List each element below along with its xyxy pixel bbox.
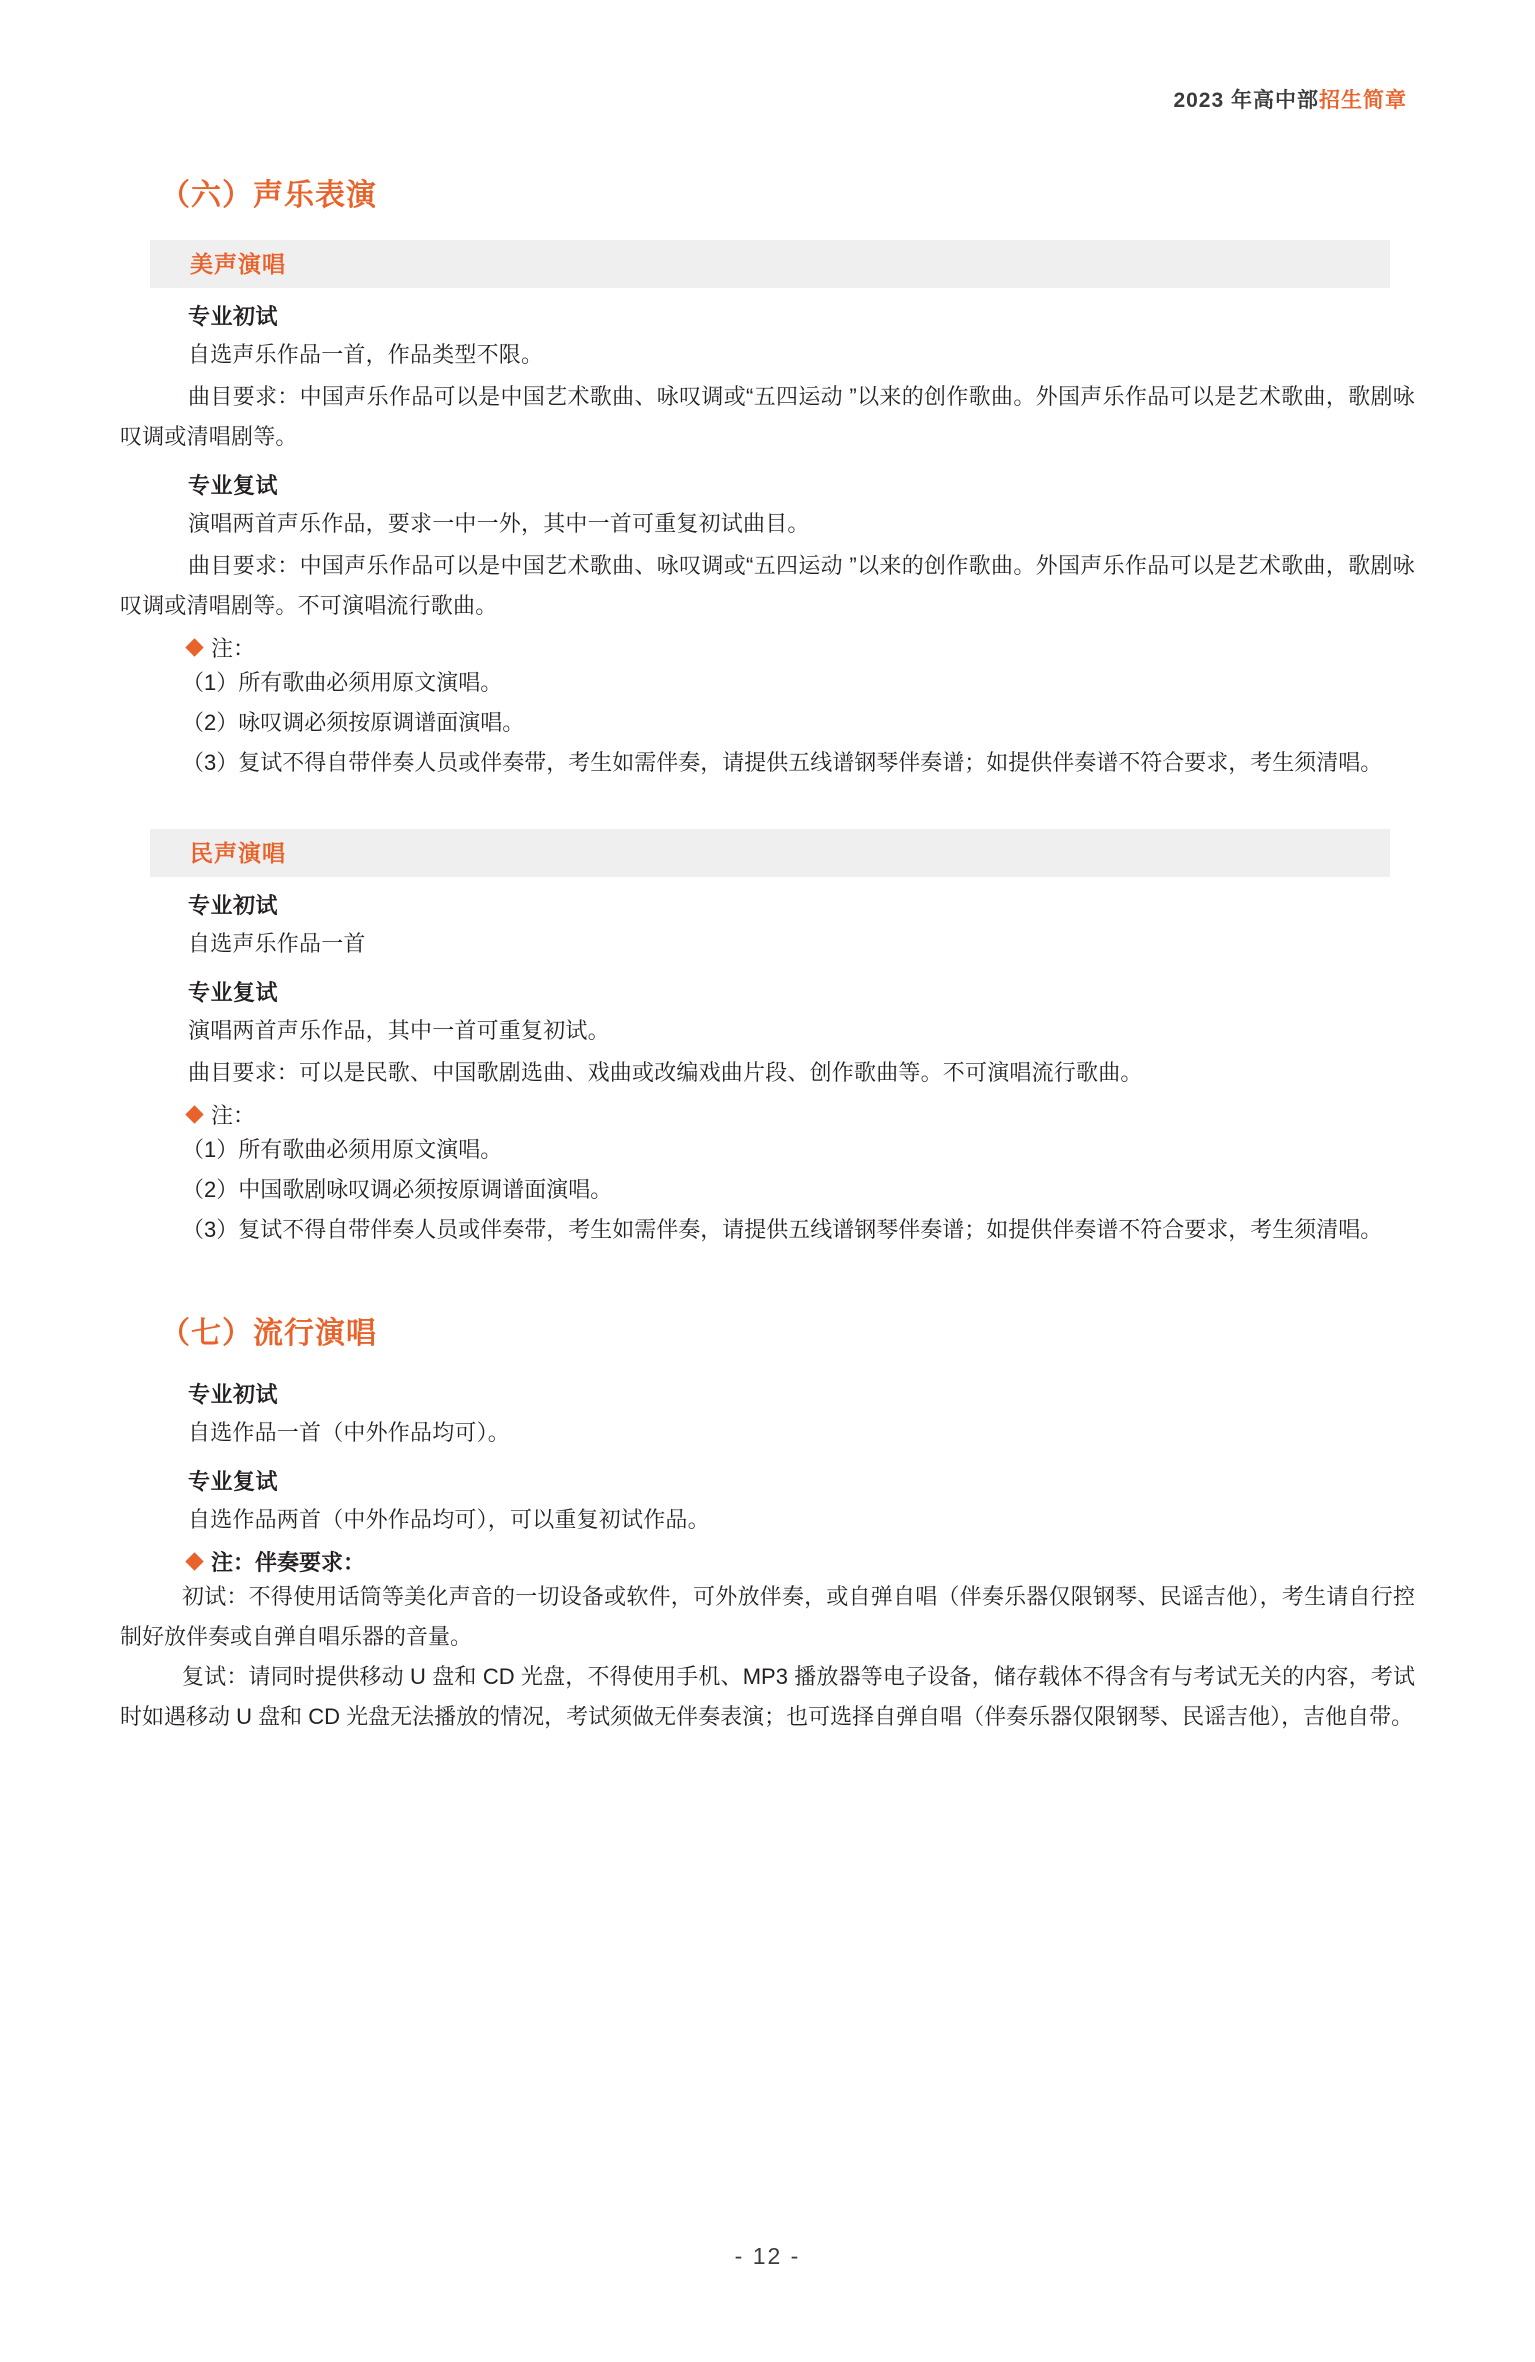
note-item: 复试：请同时提供移动 U 盘和 CD 光盘，不得使用手机、MP3 播放器等电子设备，储存载体不得含有与考试无关的内容，考试时如遇移动 U 盘和 CD 光盘无法播放的情况，考试须做无伴奏表演；也可选择自弹自唱（伴奏乐器仅限钢琴、民谣吉他），吉他自带。: [120, 1664, 1415, 1729]
diamond-bullet-icon: [185, 638, 203, 656]
heading-preliminary-exam: 专业初试: [188, 893, 279, 918]
paragraph: 自选声乐作品一首，作品类型不限。: [188, 342, 544, 367]
diamond-bullet-icon: [185, 1552, 203, 1570]
paragraph: 曲目要求：中国声乐作品可以是中国艺术歌曲、咏叹调或“五四运动 ”以来的创作歌曲。外国声乐作品可以是艺术歌曲，歌剧咏叹调或清唱剧等。: [120, 384, 1415, 449]
heading-preliminary-exam: 专业初试: [188, 304, 279, 329]
paragraph: 演唱两首声乐作品，其中一首可重复初试。: [188, 1018, 610, 1043]
section-title-pop-singing: （七）流行演唱: [160, 1317, 377, 1350]
page-number: - 12 -: [734, 2243, 801, 2269]
section-title-vocal: （六）声乐表演: [160, 179, 377, 212]
running-header-accent: 招生简章: [1319, 89, 1407, 112]
note-item: （2）咏叹调必须按原调谱面演唱。: [182, 710, 525, 735]
heading-final-exam: 专业复试: [188, 473, 279, 498]
note-label: 注：: [211, 636, 256, 661]
note-marker: [188, 632, 1415, 663]
note-item: （2）中国歌剧咏叹调必须按原调谱面演唱。: [182, 1177, 613, 1202]
note-item: （1）所有歌曲必须用原文演唱。: [182, 670, 503, 695]
spacer: [120, 783, 1415, 829]
heading-final-exam: 专业复试: [188, 1469, 279, 1494]
paragraph: 演唱两首声乐作品，要求一中一外，其中一首可重复初试曲目。: [188, 511, 810, 536]
note-label: 注：伴奏要求：: [211, 1550, 366, 1575]
page-content: [120, 170, 1415, 1737]
note-item: （3）复试不得自带伴奏人员或伴奏带，考生如需伴奏，请提供五线谱钢琴伴奏谱；如提供伴奏谱不符合要求，考生须清唱。: [182, 1217, 1383, 1242]
note-item: （3）复试不得自带伴奏人员或伴奏带，考生如需伴奏，请提供五线谱钢琴伴奏谱；如提供伴奏谱不符合要求，考生须清唱。: [182, 750, 1383, 775]
subsection-band-label: 美声演唱: [190, 251, 286, 277]
note-item: 初试：不得使用话筒等美化声音的一切设备或软件，可外放伴奏，或自弹自唱（伴奏乐器仅限钢琴、民谣吉他），考生请自行控制好放伴奏或自弹自唱乐器的音量。: [120, 1584, 1415, 1649]
paragraph: 曲目要求：中国声乐作品可以是中国艺术歌曲、咏叹调或“五四运动 ”以来的创作歌曲。外国声乐作品可以是艺术歌曲，歌剧咏叹调或清唱剧等。不可演唱流行歌曲。: [120, 553, 1415, 618]
subsection-band-bel-canto: [150, 240, 1390, 288]
paragraph: 自选作品一首（中外作品均可）。: [188, 1420, 511, 1445]
subsection-band-label: 民声演唱: [190, 840, 286, 866]
paragraph: 曲目要求：可以是民歌、中国歌剧选曲、戏曲或改编戏曲片段、创作歌曲等。不可演唱流行歌曲。: [188, 1060, 1143, 1085]
note-item: （1）所有歌曲必须用原文演唱。: [182, 1137, 503, 1162]
paragraph: 自选作品两首（中外作品均可），可以重复初试作品。: [188, 1507, 710, 1532]
paragraph: 自选声乐作品一首: [188, 931, 366, 956]
note-label: 注：: [211, 1103, 256, 1128]
note-marker: [188, 1099, 1415, 1130]
note-marker: [188, 1546, 1415, 1577]
running-header: [1173, 84, 1407, 114]
subsection-band-folk: [150, 829, 1390, 877]
heading-final-exam: 专业复试: [188, 980, 279, 1005]
heading-preliminary-exam: 专业初试: [188, 1382, 279, 1407]
running-header-prefix: 2023 年高中部: [1173, 89, 1319, 112]
diamond-bullet-icon: [185, 1105, 203, 1123]
